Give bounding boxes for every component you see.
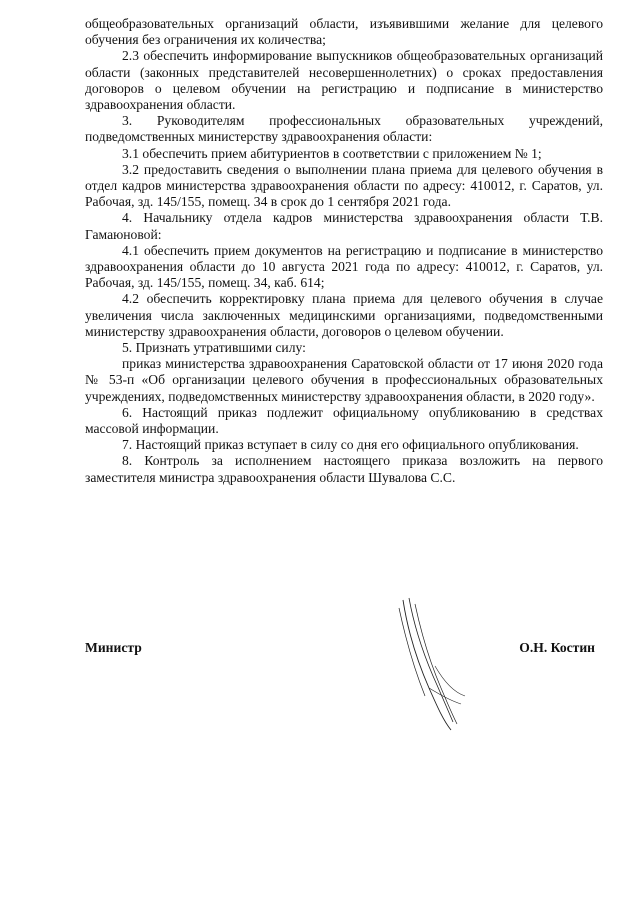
handwritten-signature <box>395 596 475 736</box>
paragraph-4-1: 4.1 обеспечить прием документов на регистрацию и подписание в министерство здравоохранения области до 10 августа 2021 года по адресу: 410012, г. Саратов, ул. Рабочая, зд. 145/155, помещ. 34, каб. 614; <box>85 242 603 291</box>
signatory-name: О.Н. Костин <box>519 640 595 655</box>
paragraph-3: 3. Руководителям профессиональных образовательных учреждений, подведомственных министерству здравоохранения области: <box>85 113 603 145</box>
paragraph-continuation: общеобразовательных организаций области, изъявившими желание для целевого обучения без ограничения их количества; <box>85 16 603 48</box>
document-body <box>85 16 603 486</box>
signatory-title: Министр <box>85 640 142 655</box>
paragraph-4-2: 4.2 обеспечить корректировку плана приема для целевого обучения в случае увеличения числа заключенных медицинскими организациями, подведомственными министерству здравоохранения области, договоров о целевом обучении. <box>85 291 603 339</box>
paragraph-5: 5. Признать утратившими силу: <box>122 340 306 356</box>
paragraph-6: 6. Настоящий приказ подлежит официальному опубликованию в средствах массовой информации. <box>85 404 603 437</box>
paragraph-8: 8. Контроль за исполнением настоящего приказа возложить на первого заместителя министра здравоохранения области Шувалова С.С. <box>85 453 603 485</box>
paragraph-2-3: 2.3 обеспечить информирование выпускников общеобразовательных организаций области (законных представителей несовершеннолетних) о сроках предоставления договоров о целевом обучении на регистрацию и подписание в министерство здравоохранения области. <box>85 48 603 113</box>
paragraph-3-2: 3.2 предоставить сведения о выполнении плана приема для целевого обучения в отдел кадров министерства здравоохранения области по адресу: 410012, г. Саратов, ул. Рабочая, зд. 145/155, помещ. 34 в срок до 1 сентября 2021 года. <box>85 161 603 210</box>
paragraph-7: 7. Настоящий приказ вступает в силу со дня его официального опубликования. <box>122 437 579 453</box>
paragraph-4: 4. Начальнику отдела кадров министерства здравоохранения области Т.В. Гамаюновой: <box>85 210 603 242</box>
paragraph-3-1: 3.1 обеспечить прием абитуриентов в соответствии с приложением № 1; <box>122 145 542 161</box>
paragraph-5-order: приказ министерства здравоохранения Саратовской области от 17 июня 2020 года № 53-п «Об организации целевого обучения в профессиональных образовательных учреждениях, подведомственных министерству здравоохранения области, в 2020 году». <box>85 356 603 404</box>
